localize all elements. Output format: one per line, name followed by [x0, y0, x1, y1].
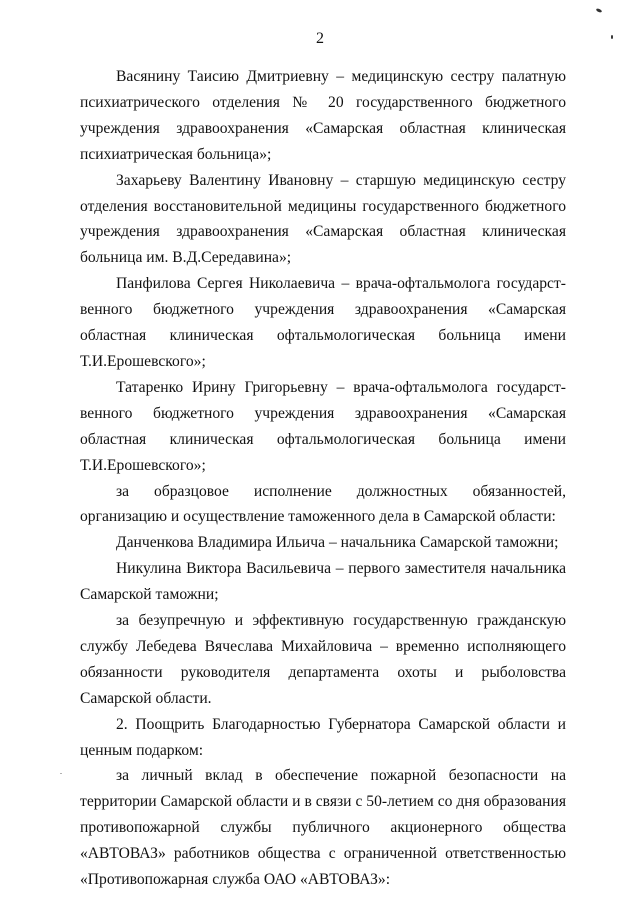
paragraph-customs-heading: за образцовое исполнение должностных обязанностей, организацию и осуществление таможенного дела в Самарской области: [80, 482, 566, 526]
paragraph-zakharyeva: Захарьеву Валентину Ивановну – старшую медицинскую сестру отделения восстановительной медицины государственного бюджетного учреждения здравоохранения «Самарская областная клиническая больница им. В.Д.Середавина»; [80, 171, 566, 267]
scan-speck-mark [60, 773, 62, 774]
scan-speck-mark [611, 35, 613, 39]
paragraph-vasyanina: Васянину Таисию Дмитриевну – медицинскую сестру палатную психиатрического отделения № 20 государственного бюджетного учреждения здравоохранения «Самарская областная клиническая психиатрическая больница»; [80, 68, 566, 163]
document-body [80, 64, 566, 893]
paragraph-panfilov: Панфилова Сергея Николаевича – врача-офтальмолога государственного бюджетного учреждения здравоохранения «Самарская областная клиническая офтальмологическая больница имени Т.И.Ерошевского»; [80, 275, 566, 370]
paragraph-tatarenko: Татаренко Ирину Григорьевну – врача-офтальмолога государственного бюджетного учреждения здравоохранения «Самарская областная клиническая офтальмологическая больница имени Т.И.Ерошевского»; [80, 378, 566, 474]
paragraph-nikulin: Никулина Виктора Васильевича – первого заместителя начальника Самарской таможни; [80, 560, 566, 604]
paragraph-section-2: 2. Поощрить Благодарностью Губернатора Самарской области и ценным подарком: [80, 715, 566, 759]
page-number: 2 [316, 30, 324, 47]
paragraph-danchenkov: Данченкова Владимира Ильича – начальника Самарской таможни; [116, 534, 559, 552]
paragraph-lebedev: за безупречную и эффективную государственную гражданскую службу Лебедева Вячеслава Михайловича – временно исполняющего обязанности руководителя департамента охоты и рыболовства Самарской области. [80, 612, 566, 707]
scan-speck-mark [596, 8, 603, 13]
paragraph-fire-safety: за личный вклад в обеспечение пожарной безопасности на территории Самарской области и в связи с 50-летием со дня образования противопожарной службы публичного акционерного общества «АВТОВАЗ» работников общества с ограниченной ответственностью «Противопожарная служба ОАО «АВТОВАЗ»: [80, 767, 566, 889]
